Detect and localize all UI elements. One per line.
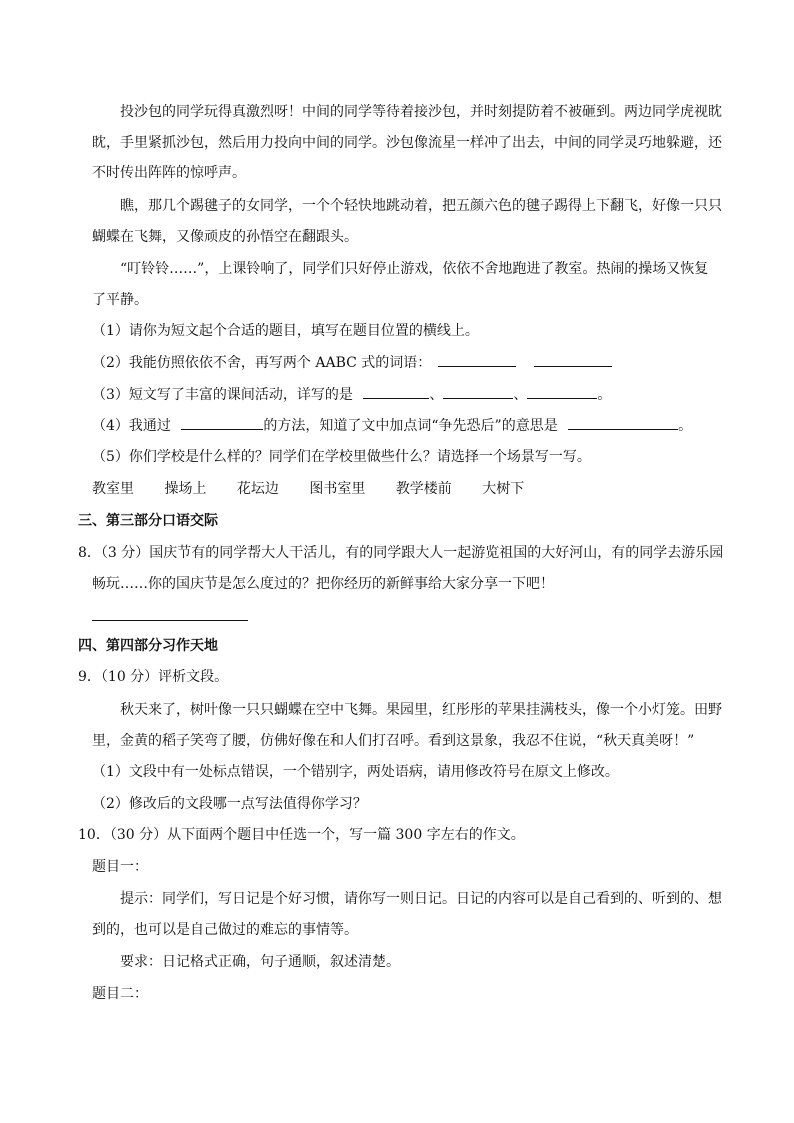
- question-2: [92, 352, 612, 373]
- passage-p1-line1: 投沙包的同学玩得真激烈呀！中间的同学等待着接沙包，并时刻提防着不被砸到。两边同学虎视眈: [120, 104, 722, 120]
- passage-p1-line3: 不时传出阵阵的惊呼声。: [92, 165, 246, 181]
- answer-blank[interactable]: [363, 384, 429, 399]
- topic-2-label: 题目二：: [92, 986, 148, 1002]
- question-4-text-a: （4）我通过: [92, 418, 171, 434]
- passage-p2-line2: 蝴蝶在飞舞，又像顽皮的孙悟空在翻跟头。: [92, 229, 358, 245]
- passage-p3-line2: 了平静。: [92, 292, 148, 308]
- topic-1-requirement: 要求：日记格式正确，句子通顺，叙述清楚。: [120, 954, 400, 970]
- section-4-title: 四、第四部分习作天地: [78, 638, 218, 654]
- answer-blank[interactable]: [438, 352, 516, 367]
- question-4-text-b: 的方法，知道了文中加点词“争先恐后”的意思是: [263, 418, 558, 434]
- topic-1-label: 题目一：: [92, 859, 148, 875]
- topic-1-tip-line1: 提示：同学们，写日记是个好习惯，请你写一则日记。日记的内容可以是自己看到的、听到的、想: [120, 891, 722, 907]
- question-3-text: （3）短文写了丰富的课间活动，详写的是: [92, 387, 353, 403]
- topic-1-tip-line2: 到的，也可以是自己做过的难忘的事情等。: [92, 922, 358, 938]
- question-10: 10．（30 分）从下面两个题目中任选一个，写一篇 300 字左右的作文。: [78, 827, 525, 843]
- answer-blank[interactable]: [534, 352, 612, 367]
- question-2-text: （2）我能仿照依依不舍，再写两个 AABC 式的词语：: [92, 355, 432, 371]
- question-8-line1: 8．（3 分）国庆节有的同学帮大人干活儿，有的同学跟大人一起游览祖国的大好河山，有的同学去游乐园: [78, 545, 724, 561]
- separator: 、: [429, 387, 444, 403]
- passage-p2-line1: 瞧，那几个踢毽子的女同学，一个个轻快地跳动着，把五颜六色的毽子踢得上下翻飞，好像一只只: [120, 198, 722, 214]
- passage-p3-line1: “叮铃铃……”，上课铃响了，同学们只好停止游戏，依依不舍地跑进了教室。热闹的操场又恢复: [120, 261, 709, 277]
- answer-blank[interactable]: [443, 384, 513, 399]
- question-9: 9．（10 分）评析文段。: [78, 669, 229, 685]
- period: 。: [597, 387, 612, 403]
- passage-p1-line2: 眈，手里紧抓沙包，然后用力投向中间的同学。沙包像流星一样冲了出去，中间的同学灵巧地躲避，还: [92, 135, 722, 151]
- question-8-line2: 畅玩……你的国庆节是怎么度过的？把你经历的新鲜事给大家分享一下吧！: [92, 576, 554, 592]
- scene-option: 教室里: [92, 481, 134, 497]
- question-1: （1）请你为短文起个合适的题目，填写在题目位置的横线上。: [92, 323, 479, 339]
- scene-option: 教学楼前: [395, 481, 452, 497]
- answer-blank[interactable]: [181, 415, 263, 430]
- question-9-passage-line1: 秋天来了，树叶像一只只蝴蝶在空中飞舞。果园里，红彤彤的苹果挂满枝头，像一个小灯笼。田野: [120, 702, 722, 718]
- answer-blank[interactable]: [568, 415, 678, 430]
- scene-option: 大树下: [482, 481, 525, 497]
- question-9-2: （2）修改后的文段哪一点写法值得你学习？: [92, 796, 367, 812]
- scene-option: 花坛边: [236, 481, 279, 497]
- period: 。: [678, 418, 693, 434]
- scene-option: 图书室里: [309, 481, 366, 497]
- answer-blank[interactable]: [527, 384, 597, 399]
- question-4: [92, 415, 692, 436]
- answer-line[interactable]: [92, 620, 248, 621]
- question-9-passage-line2: 里，金黄的稻子笑弯了腰，仿佛好像在和人们打召呼。看到这景象，我忍不住说，“秋天真美呀！”: [92, 733, 695, 749]
- scene-option: 操场上: [164, 481, 207, 497]
- question-5: （5）你们学校是什么样的？同学们在学校里做些什么？请选择一个场景写一写。: [92, 449, 591, 465]
- section-3-title: 三、第三部分口语交际: [78, 513, 218, 529]
- question-3: [92, 384, 611, 405]
- scene-options: [92, 479, 550, 499]
- question-9-1: （1）文段中有一处标点错误，一个错别字，两处语病，请用修改符号在原文上修改。: [92, 764, 619, 780]
- separator: 、: [513, 387, 528, 403]
